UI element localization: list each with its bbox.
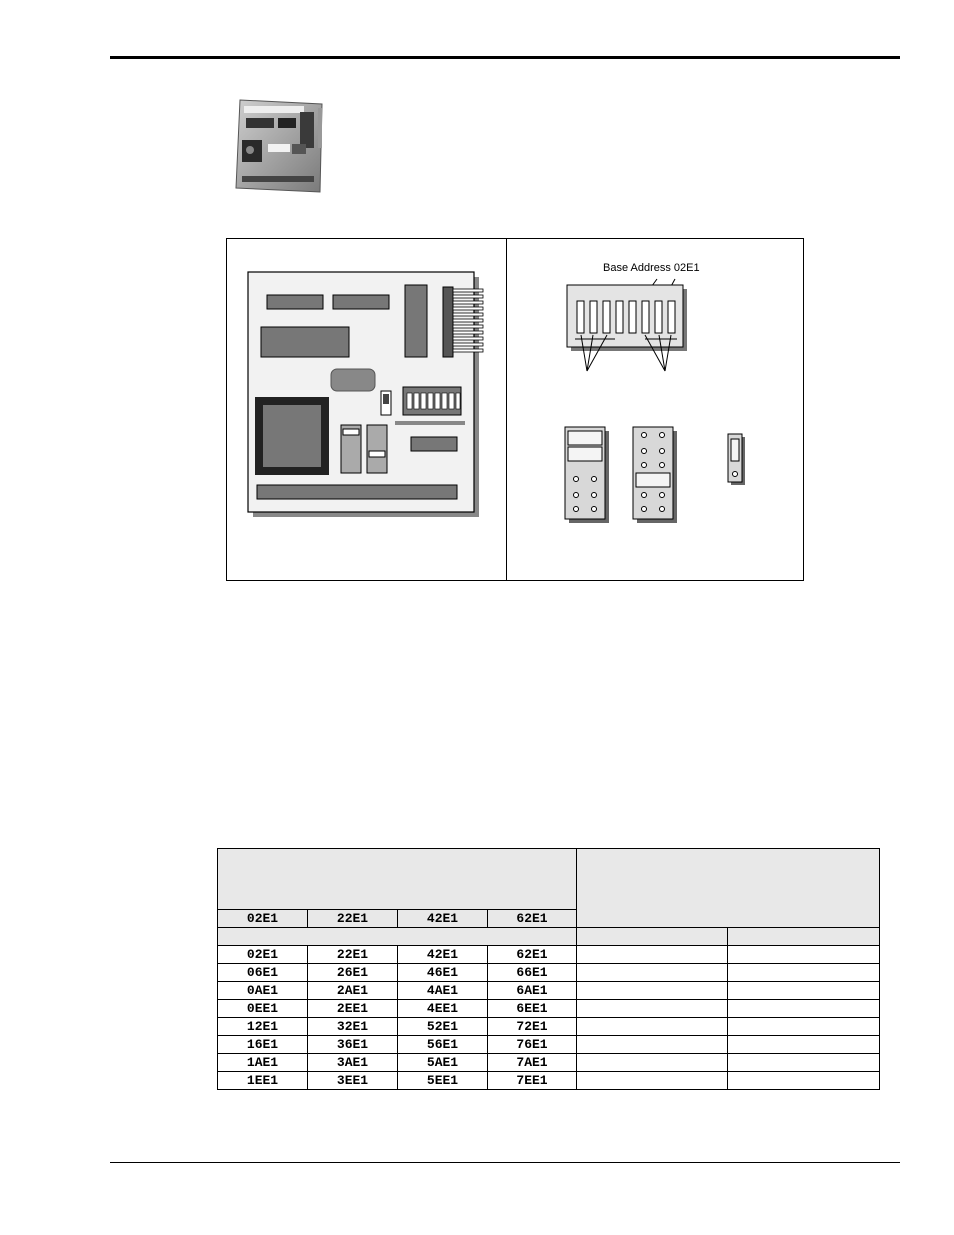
- dip-switch-detail: [545, 259, 775, 529]
- table-cell: 4EE1: [398, 1000, 488, 1018]
- table-cell: 1EE1: [218, 1072, 308, 1090]
- table-cell: [728, 1072, 880, 1090]
- table-cell: [577, 946, 728, 964]
- table-cell: 2AE1: [308, 982, 398, 1000]
- table-cell: 76E1: [488, 1036, 577, 1054]
- table-cell: 0EE1: [218, 1000, 308, 1018]
- table-cell: 5EE1: [398, 1072, 488, 1090]
- table-cell: [728, 1036, 880, 1054]
- header-rule: [110, 56, 900, 59]
- table-cell: 2EE1: [308, 1000, 398, 1018]
- table-cell: [728, 946, 880, 964]
- table-cell: 06E1: [218, 964, 308, 982]
- table-cell: [577, 1054, 728, 1072]
- table-cell: 22E1: [308, 946, 398, 964]
- table-cell: [728, 964, 880, 982]
- table-cell: [577, 1000, 728, 1018]
- table-cell: [728, 1000, 880, 1018]
- table-cell: 5AE1: [398, 1054, 488, 1072]
- base-address-table: [217, 848, 880, 1090]
- switch-header-cell: 22E1: [308, 910, 398, 928]
- table-cell: [728, 1054, 880, 1072]
- table-cell: [577, 1018, 728, 1036]
- table-cell: 6EE1: [488, 1000, 577, 1018]
- table-subheader-row: [218, 928, 880, 946]
- subheader-cell: [577, 928, 728, 946]
- board-layout-diagram: [245, 269, 495, 519]
- table-cell: 32E1: [308, 1018, 398, 1036]
- table-cell: 66E1: [488, 964, 577, 982]
- table-row: [218, 964, 880, 982]
- switch-header-cell: 02E1: [218, 910, 308, 928]
- table-row: [218, 1036, 880, 1054]
- table-cell: 12E1: [218, 1018, 308, 1036]
- table-row: [218, 1054, 880, 1072]
- table-row: [218, 946, 880, 964]
- table-cell: 1AE1: [218, 1054, 308, 1072]
- header-cell-left: [218, 849, 577, 910]
- base-address-label: Base Address 02E1: [603, 262, 700, 274]
- table-cell: 02E1: [218, 946, 308, 964]
- table-cell: 62E1: [488, 946, 577, 964]
- subheader-cell: [728, 928, 880, 946]
- footer-rule: [110, 1162, 900, 1163]
- table-cell: [577, 982, 728, 1000]
- table-cell: 42E1: [398, 946, 488, 964]
- table-cell: 16E1: [218, 1036, 308, 1054]
- table-cell: 0AE1: [218, 982, 308, 1000]
- table-cell: [728, 1018, 880, 1036]
- table-cell: 7EE1: [488, 1072, 577, 1090]
- table-cell: [577, 964, 728, 982]
- table-header-row: [218, 849, 880, 910]
- table-cell: 7AE1: [488, 1054, 577, 1072]
- table-row: [218, 982, 880, 1000]
- subheader-cell: [218, 928, 577, 946]
- table-cell: [728, 982, 880, 1000]
- table-cell: 52E1: [398, 1018, 488, 1036]
- table-cell: 3AE1: [308, 1054, 398, 1072]
- figure-box: [226, 238, 804, 581]
- table-cell: 4AE1: [398, 982, 488, 1000]
- figure-divider: [506, 239, 507, 580]
- table-cell: 3EE1: [308, 1072, 398, 1090]
- table-cell: 72E1: [488, 1018, 577, 1036]
- table-cell: 46E1: [398, 964, 488, 982]
- table-cell: 26E1: [308, 964, 398, 982]
- table-cell: 6AE1: [488, 982, 577, 1000]
- switch-header-cell: 62E1: [488, 910, 577, 928]
- table-cell: [577, 1072, 728, 1090]
- table-row: [218, 1000, 880, 1018]
- switch-header-cell: 42E1: [398, 910, 488, 928]
- table-row: [218, 1072, 880, 1090]
- table-cell: 56E1: [398, 1036, 488, 1054]
- table-cell: [577, 1036, 728, 1054]
- header-cell-right: [577, 849, 880, 928]
- table-row: [218, 1018, 880, 1036]
- board-photo: [234, 98, 326, 198]
- table-cell: 36E1: [308, 1036, 398, 1054]
